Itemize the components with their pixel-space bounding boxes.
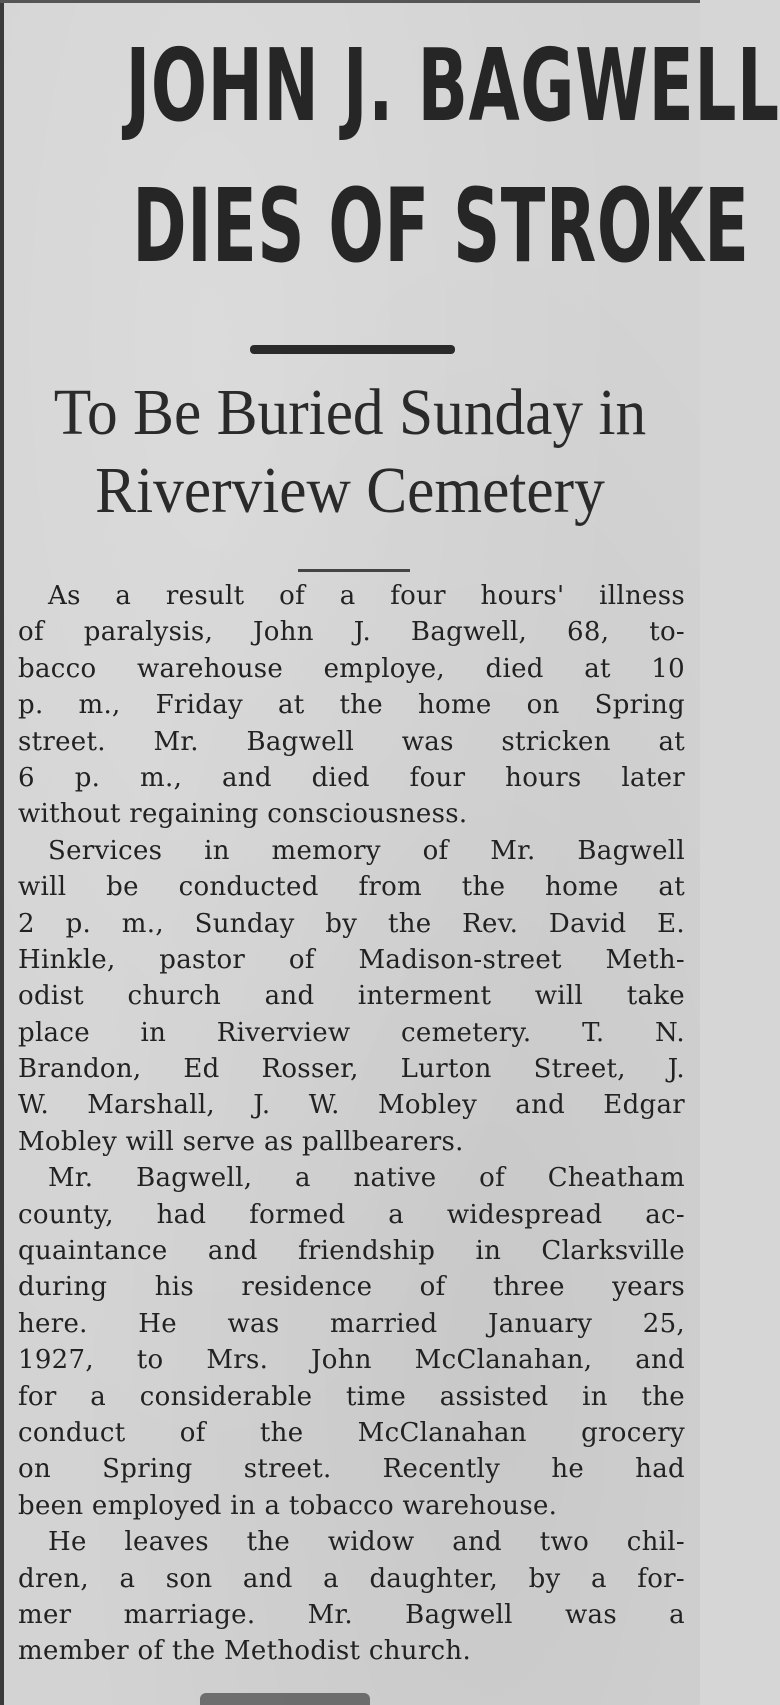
article-line: on Spring street. Recently he had [18, 1454, 685, 1485]
article-line: without regaining consciousness. [18, 799, 468, 830]
article-line: member of the Methodist church. [18, 1636, 472, 1667]
column-rule-left [0, 0, 4, 1705]
article-line: Mobley will serve as pallbearers. [18, 1126, 464, 1157]
subheadline-divider [298, 569, 410, 572]
column-rule-top [0, 0, 700, 3]
article-line: here. He was married January 25, [18, 1308, 685, 1339]
article-line: p. m., Friday at the home on Spring [18, 690, 685, 721]
next-article-fragment [200, 1693, 370, 1705]
headline-line-2: DIES OF STROKE [132, 167, 750, 286]
article-line: place in Riverview cemetery. T. N. [18, 1017, 685, 1048]
article-line: W. Marshall, J. W. Mobley and Edgar [18, 1090, 685, 1121]
subheadline-line-1: To Be Buried Sunday in [53, 376, 647, 449]
subheadline-line-2: Riverview Cemetery [95, 454, 605, 527]
article-line: 2 p. m., Sunday by the Rev. David E. [18, 908, 685, 939]
article-line: Brandon, Ed Rosser, Lurton Street, J. [18, 1054, 685, 1085]
article-line: 6 p. m., and died four hours later [18, 762, 685, 793]
headline-divider [250, 345, 455, 354]
article-line: quaintance and friendship in Clarksville [18, 1236, 685, 1267]
article-line: mer marriage. Mr. Bagwell was a [18, 1599, 685, 1630]
article-line: bacco warehouse employe, died at 10 [18, 653, 685, 684]
article-line: been employed in a tobacco warehouse. [18, 1490, 558, 1521]
article-line: He leaves the widow and two chil- [48, 1527, 685, 1558]
headline-line-1: JOHN J. BAGWELL [125, 27, 780, 144]
article-line: Hinkle, pastor of Madison-street Meth- [18, 944, 685, 975]
article-line: Services in memory of Mr. Bagwell [48, 835, 685, 866]
article-line: conduct of the McClanahan grocery [18, 1417, 685, 1448]
article-line: of paralysis, John J. Bagwell, 68, to- [18, 617, 685, 648]
article-line: Mr. Bagwell, a native of Cheatham [48, 1163, 685, 1194]
article-line: As a result of a four hours' illness [48, 581, 685, 611]
article-line: during his residence of three years [18, 1272, 685, 1303]
article-line: for a considerable time assisted in the [18, 1381, 685, 1412]
article-line: county, had formed a widespread ac- [18, 1199, 685, 1230]
article-line: odist church and interment will take [18, 981, 685, 1012]
article-line: will be conducted from the home at [18, 872, 685, 903]
article-line: street. Mr. Bagwell was stricken at [18, 726, 685, 757]
article-line: dren, a son and a daughter, by a for- [18, 1563, 685, 1594]
article-body [18, 578, 685, 1670]
article-line: 1927, to Mrs. John McClanahan, and [18, 1345, 685, 1376]
